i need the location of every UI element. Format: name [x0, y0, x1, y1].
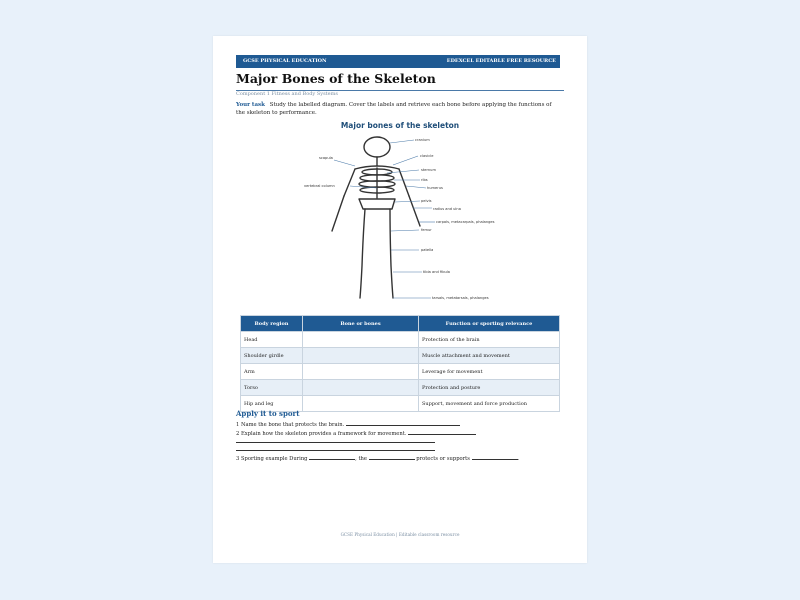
label-scapula: scapula	[319, 156, 333, 160]
answer-3-object-blank[interactable]	[472, 454, 518, 460]
question-1	[236, 420, 460, 428]
table-row	[241, 364, 560, 380]
cell-bones-input[interactable]	[303, 396, 419, 412]
header-bones: Bone or bones	[303, 316, 419, 332]
leader-humerus	[406, 186, 426, 188]
cell-region: Head	[241, 332, 303, 348]
right-arm-upper	[399, 169, 409, 196]
cell-function: Muscle attachment and movement	[419, 348, 560, 364]
right-arm-lower	[409, 196, 420, 226]
table-header-row	[241, 316, 560, 332]
cell-bones-input[interactable]	[303, 332, 419, 348]
cell-function: Support, movement and force production	[419, 396, 560, 412]
left-leg-shape	[360, 209, 365, 298]
cell-bones-input[interactable]	[303, 364, 419, 380]
cell-region: Shoulder girdle	[241, 348, 303, 364]
question-2-text: 2 Explain how the skeleton provides a framework for movement.	[236, 431, 407, 437]
table-row	[241, 348, 560, 364]
task-label: Your task	[236, 102, 265, 108]
label-clavicle: clavicle	[420, 154, 434, 158]
label-femur: femur	[421, 228, 432, 232]
label-ribs: ribs	[421, 178, 428, 182]
answer-1-blank[interactable]	[346, 420, 460, 426]
label-carpals: carpals, metacarpals, phalanges	[436, 220, 495, 224]
question-3-text-a: 3 Sporting example During	[236, 456, 308, 462]
diagram-title: Major bones of the skeleton	[340, 121, 460, 130]
answer-2-line-1[interactable]	[236, 442, 435, 443]
task-text: Study the labelled diagram. Cover the labels and retrieve each bone before applying the functions of the skeleton to performance.	[236, 102, 552, 116]
cell-function: Protection of the brain	[419, 332, 560, 348]
answer-2-line-2[interactable]	[236, 450, 435, 451]
question-3-text-c: protects or supports	[416, 456, 470, 462]
label-patella: patella	[421, 248, 434, 252]
leader-clavicle	[393, 156, 418, 165]
left-arm-lower	[332, 196, 344, 231]
page-subtitle: Component 1 Fitness and Body Systems	[236, 91, 338, 97]
label-radius-ulna: radius and ulna	[433, 207, 461, 211]
leader-pelvis	[395, 201, 420, 202]
pelvis-shape	[359, 199, 395, 209]
worksheet-page	[213, 36, 587, 563]
label-vertebral-column: vertebral column	[304, 184, 335, 188]
label-tarsals: tarsals, metatarsals, phalanges	[432, 296, 489, 300]
question-3-text-d: .	[517, 456, 520, 462]
table-row	[241, 380, 560, 396]
skeleton-diagram	[213, 36, 587, 563]
page-title: Major Bones of the Skeleton	[236, 71, 436, 86]
table-row	[241, 332, 560, 348]
question-2	[236, 429, 476, 437]
question-1-text: 1 Name the bone that protects the brain.	[236, 422, 345, 428]
bones-table	[240, 315, 560, 412]
skull-shape	[364, 137, 390, 157]
leader-cranium	[390, 140, 414, 143]
question-3-text-b: , the	[355, 456, 367, 462]
leader-scapula	[334, 160, 355, 166]
label-tibia-fibula: tibia and fibula	[423, 270, 450, 274]
cell-region: Arm	[241, 364, 303, 380]
label-humerus: humerus	[427, 186, 443, 190]
leader-femur	[391, 230, 419, 231]
answer-3-bone-blank[interactable]	[369, 454, 415, 460]
cell-bones-input[interactable]	[303, 348, 419, 364]
question-3	[236, 454, 519, 462]
label-sternum: sternum	[421, 168, 436, 172]
header-body-region: Body region	[241, 316, 303, 332]
banner-subject: GCSE PHYSICAL EDUCATION	[243, 58, 327, 64]
cell-bones-input[interactable]	[303, 380, 419, 396]
answer-2-blank[interactable]	[408, 429, 476, 435]
right-leg-shape	[390, 209, 393, 298]
cell-region: Torso	[241, 380, 303, 396]
cell-region: Hip and leg	[241, 396, 303, 412]
page-footer: GCSE Physical Education | Editable classroom resource	[340, 532, 460, 537]
header-function: Function or sporting relevance	[419, 316, 560, 332]
left-arm-upper	[344, 169, 355, 196]
cell-function: Protection and posture	[419, 380, 560, 396]
answer-3-sport-blank[interactable]	[309, 454, 355, 460]
label-cranium: cranium	[415, 138, 430, 142]
label-pelvis: pelvis	[421, 199, 432, 203]
apply-heading: Apply it to sport	[236, 409, 300, 418]
banner-board: EDEXCEL EDITABLE FREE RESOURCE	[446, 58, 556, 64]
cell-function: Leverage for movement	[419, 364, 560, 380]
